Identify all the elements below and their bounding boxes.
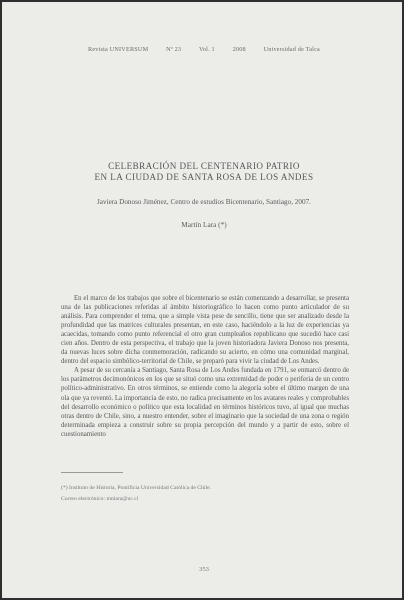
running-header (88, 46, 320, 53)
footnote-affiliation: (*) Instituto de Historia, Pontificia Universidad Católica de Chile. (61, 485, 212, 491)
journal-number: Nº 23 (166, 46, 182, 53)
body-text (61, 294, 349, 439)
body-paragraph-1: En el marco de los trabajos que sobre el bicentenario se están comenzando a desarrollar, se presenta una de las publicaciones referidas al ámbito historiográfico lo hacen como punto articulador de su análisis. Para comprender el tema, que a simple vista pese de sencillo, tiene que ser analizado desde la profundidad que las matrices culturales presentan, en este caso, haciéndolo a la luz de experiencias ya acaecidas, tomando como punto referencial el otro gran cumpleaños republicano que sucedió hace casi cien años. Dentro de esta perspectiva, el trabajo que la joven historiadora Javiera Donoso nos presenta, da nuevas luces sobre dicha conmemoración, radicando su acierto, en cómo una comunidad marginal, dentro del espacio simbólico-territorial de Chile, se preparó para vivir la ciudad de Los Andes. (61, 295, 349, 366)
article-title-line-2: EN LA CIUDAD DE SANTA ROSA DE LOS ANDES (94, 172, 314, 182)
journal-name: Revista UNIVERSUM (88, 46, 149, 53)
journal-university: Universidad de Talca (263, 46, 320, 53)
footnote-email: Correo electrónico: mnlara@uc.cl (61, 496, 139, 502)
page-number: 353 (199, 566, 209, 573)
body-paragraph-2: A pesar de su cercanía a Santiago, Santa Rosa de Los Andes fundada en 1791, se enmarcó dentro de los parámetros decimonónicos en los que se situó como una extremidad de poder o periferia de un centro político-administrativo. En otros términos, se entiende como la alegoría sobre el último margen de una ola que ya reventó. La importancia de esto, no radica precisamente en los avatares reales y comprobables del desarrollo económico o político que esta localidad en términos históricos tuvo, al igual que muchas otras dentro de Chile, sino, a nuestro entender, sobre el imaginario que la sociedad de una zona o región determinada empieza a construir sobre su propia percepción del mundo y a partir de esto, sobre el cuestionamiento (61, 367, 349, 438)
journal-volume: Vol. 1 (198, 46, 215, 53)
reviewed-work-citation: Javiera Donoso Jiménez, Centro de estudios Bicentenario, Santiago, 2007. (97, 198, 311, 206)
article-title-line-1: CELEBRACIÓN DEL CENTENARIO PATRIO (108, 161, 300, 171)
footnote-separator (61, 472, 123, 473)
footnotes (61, 483, 349, 505)
review-author: Martín Lara (*) (181, 220, 227, 229)
journal-year: 2008 (232, 46, 246, 53)
